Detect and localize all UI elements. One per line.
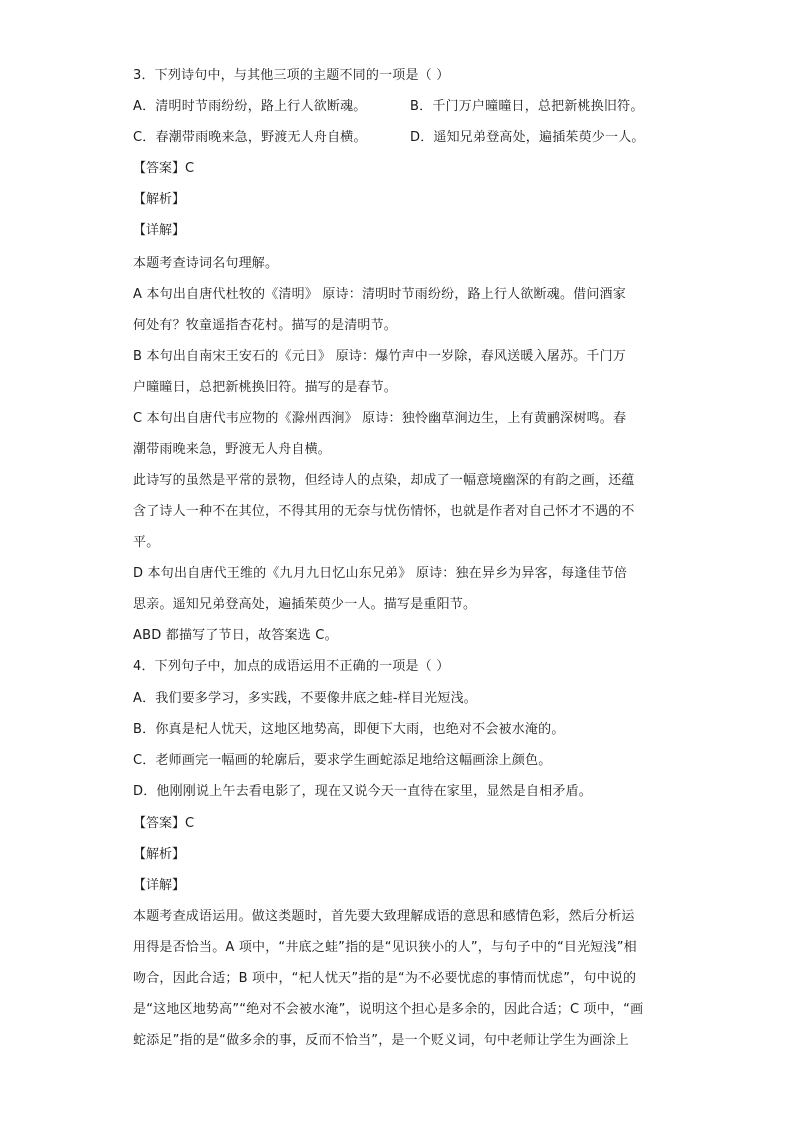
q3-explanation-line: 思亲。遥知兄弟登高处，遍插茱萸少一人。描写是重阳节。 xyxy=(133,597,477,612)
q3-explanation-line: C 本句出自唐代韦应物的《滁州西涧》 原诗：独怜幽草涧边生，上有黄鹂深树鸣。春 xyxy=(133,411,627,426)
q3-explanation-line: 何处有？牧童遥指杏花村。描写的是清明节。 xyxy=(133,318,398,333)
q3-detail-label: 【详解】 xyxy=(133,223,186,238)
q4-explanation-line: 用得是否恰当。A 项中，“井底之蛙”指的是“见识狭小的人”，与句子中的“目光短浅”相 xyxy=(133,940,637,955)
q3-explanation-line: 此诗写的虽然是平常的景物，但经诗人的点染，却成了一幅意境幽深的有韵之画，还蕴 xyxy=(133,473,635,488)
q3-stem: 3．下列诗句中，与其他三项的主题不同的一项是（ ） xyxy=(133,68,450,83)
q4-option-d: D．他刚刚说上午去看电影了，现在又说今天一直待在家里，显然是自相矛盾。 xyxy=(133,784,593,799)
q3-option-c: C．春潮带雨晚来急，野渡无人舟自横。 xyxy=(133,130,367,145)
q3-option-d: D．遥知兄弟登高处，遍插茱萸少一人。 xyxy=(410,130,645,145)
q4-option-c: C．老师画完一幅画的轮廓后，要求学生画蛇添足地给这幅画涂上颜色。 xyxy=(133,753,552,768)
q3-analysis-label: 【解析】 xyxy=(133,192,186,207)
q3-explanation-line: ABD 都描写了节日，故答案选 C。 xyxy=(133,628,338,643)
q3-option-a: A．清明时节雨纷纷，路上行人欲断魂。 xyxy=(133,99,367,114)
q4-explanation-line: 吻合，因此合适；B 项中，“杞人忧天”指的是“为不必要忧虑的事情而忧虑”，句中说的 xyxy=(133,971,637,986)
q3-explanation-line: 户曈曈日，总把新桃换旧符。描写的是春节。 xyxy=(133,380,398,395)
q4-analysis-label: 【解析】 xyxy=(133,847,186,862)
q4-explanation-line: 蛇添足”指的是“做多余的事，反而不恰当”，是一个贬义词，句中老师让学生为画涂上 xyxy=(133,1033,630,1048)
q3-option-b: B．千门万户曈曈日，总把新桃换旧符。 xyxy=(410,99,644,114)
q3-explanation-line: 含了诗人一种不在其位，不得其用的无奈与忧伤情怀，也就是作者对自己怀才不遇的不 xyxy=(133,504,635,519)
q3-explanation-line: D 本句出自唐代王维的《九月九日忆山东兄弟》 原诗：独在异乡为异客，每逢佳节倍 xyxy=(133,566,628,581)
q4-answer: 【答案】C xyxy=(133,816,195,831)
q4-explanation-line: 本题考查成语运用。做这类题时，首先要大致理解成语的意思和感情色彩，然后分析运 xyxy=(133,909,635,924)
q3-explanation-line: A 本句出自唐代杜牧的《清明》 原诗：清明时节雨纷纷，路上行人欲断魂。借问酒家 xyxy=(133,287,626,302)
q3-explanation-line: 潮带雨晚来急，野渡无人舟自横。 xyxy=(133,442,332,457)
q4-stem: 4．下列句子中，加点的成语运用不正确的一项是（ ） xyxy=(133,659,450,674)
q4-detail-label: 【详解】 xyxy=(133,878,186,893)
q3-answer: 【答案】C xyxy=(133,161,195,176)
q3-explanation-line: 本题考查诗词名句理解。 xyxy=(133,256,279,271)
q4-explanation-line: 是“这地区地势高”“绝对不会被水淹”，说明这个担心是多余的，因此合适；C 项中，“画 xyxy=(133,1002,644,1017)
q4-option-a: A．我们要多学习，多实践，不要像井底之蛙-样目光短浅。 xyxy=(133,691,477,706)
q3-explanation-line: 平。 xyxy=(133,535,160,550)
q4-option-b: B．你真是杞人忧天，这地区地势高，即便下大雨，也绝对不会被水淹的。 xyxy=(133,722,565,737)
q3-explanation-line: B 本句出自南宋王安石的《元日》 原诗：爆竹声中一岁除，春风送暖入屠苏。千门万 xyxy=(133,349,626,364)
